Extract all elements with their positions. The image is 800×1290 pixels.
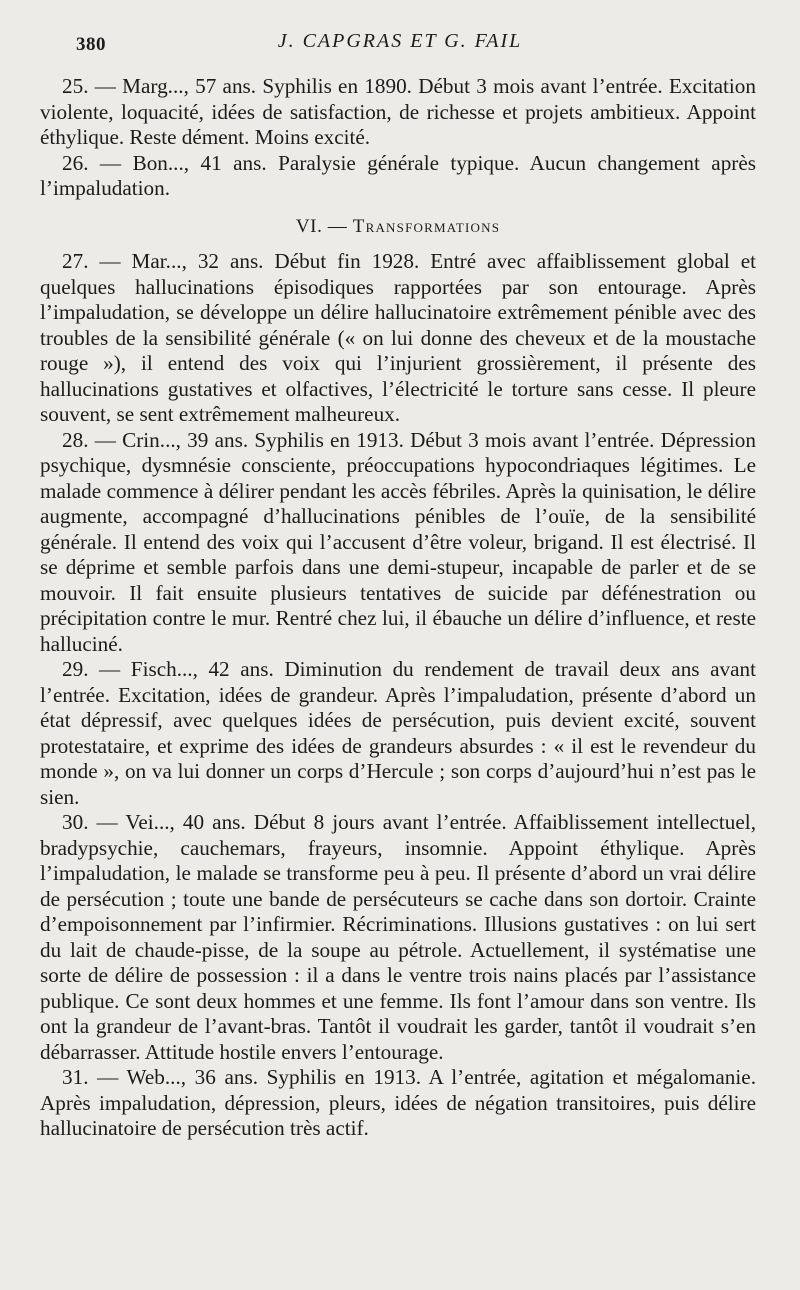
page-header	[40, 0, 760, 60]
body-text	[40, 74, 756, 1142]
section-heading	[40, 214, 756, 240]
case-paragraph-29: 29. — Fisch..., 42 ans. Diminution du rendement de travail deux ans avant l’entrée. Excitation, idées de grandeur. Après l’impaludation, présente d’abord un état dépressif, avec quelques idées de persécution, puis devient excité, souvent protestataire, et exprime des idées de grandeurs absurdes : « il est le revendeur du monde », on va lui donner un corps d’Hercule ; son corps d’aujourd’hui n’est pas le sien.	[40, 657, 756, 809]
running-head: J. CAPGRAS ET G. FAIL	[277, 30, 523, 52]
case-paragraph-27: 27. — Mar..., 32 ans. Début fin 1928. Entré avec affaiblissement global et quelques hallucinations épisodiques rapportées par son entourage. Après l’impaludation, se développe un délire hallucinatoire extrêmement pénible avec des troubles de la sensibilité générale (« on lui donne des cheveux et de la moustache rouge »), il entend des voix qui l’injurient grossièrement, il présente des hallucinations gustatives et olfactives, l’électricité le torture sans cesse. Il pleure souvent, se sent extrêmement malheureux.	[40, 249, 756, 426]
section-title: Transformations	[352, 215, 501, 237]
case-paragraph-26: 26. — Bon..., 41 ans. Paralysie générale typique. Aucun changement après l’impaludation.	[40, 150, 756, 200]
page-number: 380	[76, 34, 106, 55]
case-paragraph-30: 30. — Vei..., 40 ans. Début 8 jours avant l’entrée. Affaiblissement intellectuel, bradypsychie, cauchemars, frayeurs, insomnie. Appoint éthylique. Après l’impaludation, le malade se transforme peu à peu. Il présente d’abord un vrai délire de persécution ; toute une bande de persécuteurs se cache dans son dortoir. Crainte d’empoisonnement par l’infirmier. Récriminations. Illusions gustatives : on lui sert du lait de chaude-pisse, de la soupe au pétrole. Actuellement, il systématise une sorte de délire de possession : il a dans le ventre trois nains placés par l’assistance publique. Ce sont deux hommes et une femme. Ils font l’amour dans son ventre. Ils ont la grandeur de l’avant-bras. Tantôt il voudrait les garder, tantôt il voudrait s’en débarrasser. Attitude hostile envers l’entourage.	[40, 810, 756, 1064]
case-paragraph-31: 31. — Web..., 36 ans. Syphilis en 1913. A l’entrée, agitation et mégalomanie. Après impaludation, dépression, pleurs, idées de négation transitoires, puis délire hallucinatoire de persécution très actif.	[40, 1065, 756, 1140]
case-paragraph-25: 25. — Marg..., 57 ans. Syphilis en 1890. Début 3 mois avant l’entrée. Excitation violente, loquacité, idées de satisfaction, de richesse et projets ambitieux. Appoint éthylique. Reste dément. Moins excité.	[40, 74, 756, 149]
section-numeral: VI. —	[295, 215, 348, 237]
case-paragraph-28: 28. — Crin..., 39 ans. Syphilis en 1913. Début 3 mois avant l’entrée. Dépression psychique, dysmnésie consciente, préoccupations hypocondriaques légitimes. Le malade commence à délirer pendant les accès fébriles. Après la quinisation, le délire augmente, accompagné d’hallucinations pénibles de l’ouïe, de la sensibilité générale. Il entend des voix qui l’accusent d’être voleur, brigand. Il est électrisé. Il se déprime et semble parfois dans une demi-stupeur, incapable de parler et de se mouvoir. Il fait ensuite plusieurs tentatives de suicide par défénestration ou précipitation contre le mur. Rentré chez lui, il ébauche un délire d’influence, et reste halluciné.	[40, 427, 756, 656]
